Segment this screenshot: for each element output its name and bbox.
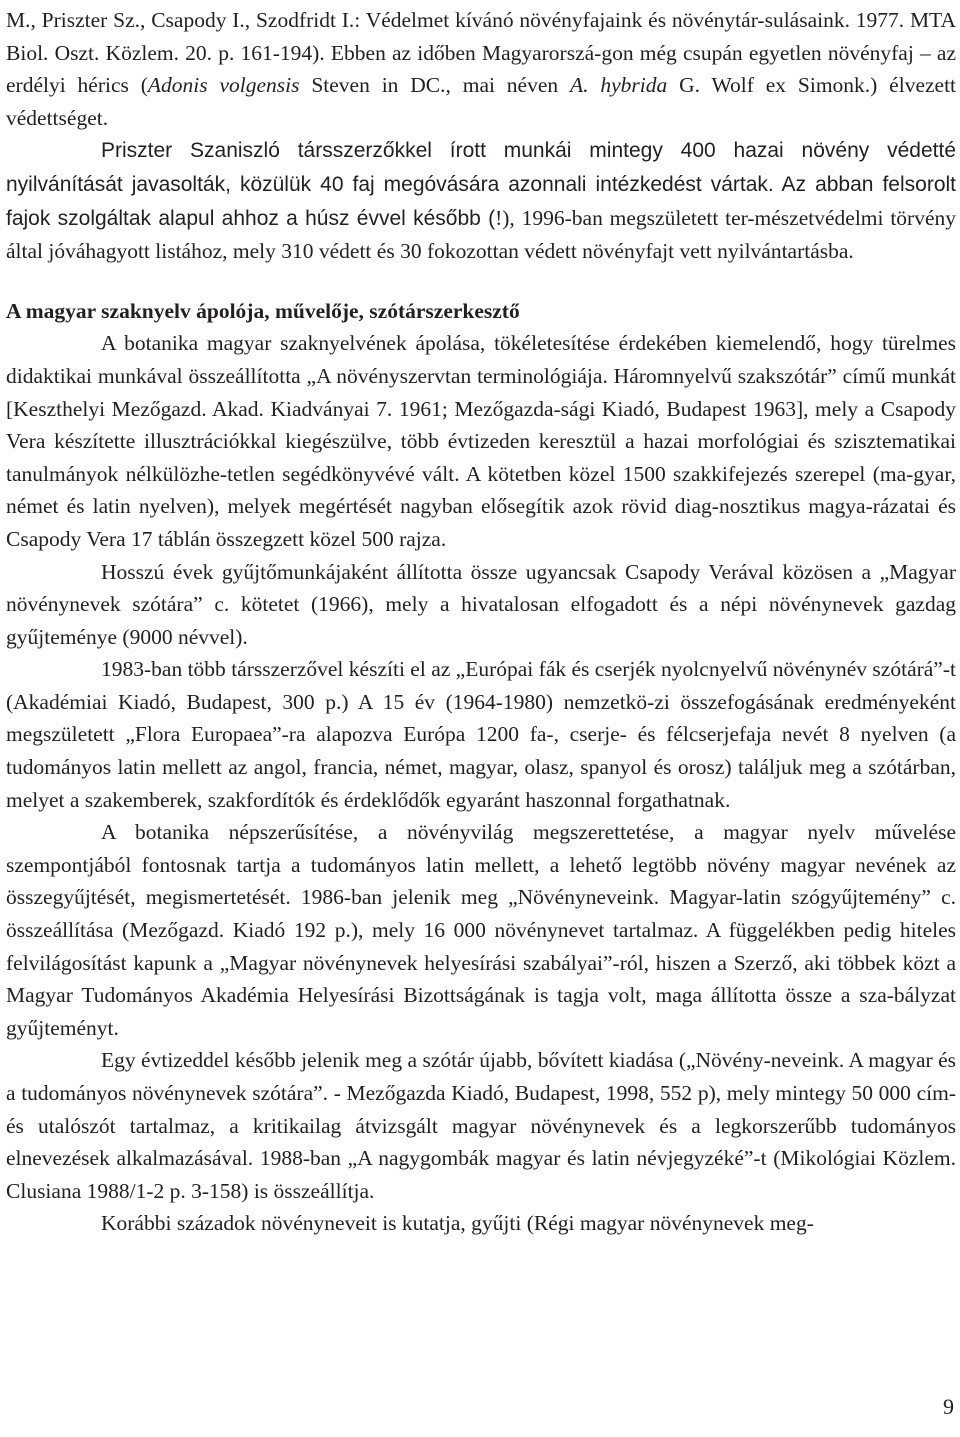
body-paragraph: Egy évtizeddel később jelenik meg a szótár újabb, bővített kiadása („Növény-neveink. A magyar és a tudományos növénynevek szótára”. - Mezőgazda Kiadó, Budapest, 1998, 552 p), mely mintegy 50 000 cím- és utalószót tartalmaz, a kritikailag átvizsgált magyar növénynevek és a legkorszerűbb tudományos elnevezések alkalmazásával. 1988-ban „A nagygombák magyar és latin névjegyzéké”-t (Mikológiai Közlem. Clusiana 1988/1-2 p. 3-158) is összeállítja. — [6, 1048, 956, 1203]
body-paragraph: Hosszú évek gyűjtőmunkájaként állította össze ugyancsak Csapody Verával közösen a „Magyar növénynevek szótára” c. kötetet (1966), mely a hivatalosan elfogadott és a népi növénynevek gazdag gyűjteménye (9000 névvel). — [6, 559, 956, 649]
body-paragraph: A botanika népszerűsítése, a növényvilág megszerettetése, a magyar nyelv művelése szempontjából fontosnak tartja a tudományos latin mellett, a lehető legtöbb növény magyar nevének az összegyűjtését, megismertetését. 1986-ban jelenik meg „Növényneveink. Magyar-latin szógyűjtemény” c. összeállítása (Mezőgazd. Kiadó 192 p.), mely 16 000 növénynevet tartalmaz. A függelékben pedig hiteles felvilágosítást kapunk a „Magyar növénynevek helyesírási szabályai”-ról, hiszen a Szerző, aki többek közt a Magyar Tudományos Akadémia Helyesírási Bizottságának is tagja volt, maga állította össze a sza-bályzat gyűjteményt. — [6, 820, 956, 1040]
intro-text-3: G. Wolf ex Simonk.) élvezett védettséget. — [6, 73, 957, 130]
intro-text-1: M., Priszter Sz., Csapody I., Szodfridt I.: Védelmet kívánó növényfajaink és növénytár-sulásaink. 1977. MTA Biol. Oszt. Közlem. 20. p. 161-194). Ebben az időben Magyarorszá-gon még csupán egyetlen növényfaj – az erdélyi hérics ( — [6, 8, 956, 98]
intro-paragraph — [6, 4, 956, 134]
intro-species-italic: Adonis volgensis — [147, 73, 300, 98]
body-paragraph: 1983-ban több társszerzővel készíti el az „Európai fák és cserjék nyolcnyelvű növénynév szótárá”-t (Akadémiai Kiadó, Budapest, 300 p.) A 15 év (1964-1980) nemzetkö-zi összefogásának eredményeként megszületett „Flora Europaea”-ra alapozva Európa 1200 fa-, cserje- és félcserjefaja nevét 8 nyelven (a tudományos latin mellett az angol, francia, német, magyar, olasz, spanyol és orosz) találjuk meg a szótárban, melyet a szakemberek, szakfordítók és érdeklődők egyaránt haszonnal forgathatnak. — [6, 657, 956, 812]
priszter-serif-text: !), 1996-ban megszületett ter-mészetvédelmi törvény által jóváhagyott listához, mely 310 védett és 30 fokozottan védett növényfajt vett nyilvántartásba. — [6, 205, 956, 264]
priszter-paragraph — [6, 134, 956, 267]
section-heading: A magyar szaknyelv ápolója, művelője, szótárszerkesztő — [6, 298, 520, 323]
body-paragraph: Korábbi századok növényneveit is kutatja, gyűjti (Régi magyar növénynevek meg- — [101, 1211, 814, 1236]
page-number: 9 — [943, 1394, 954, 1419]
intro-text-2: Steven in DC., mai néven — [299, 73, 570, 98]
priszter-sans-text: Priszter Szaniszló társszerzőkkel írott munkái mintegy 400 hazai növény védetté nyilvánítását javasolták, közülük 40 faj megóvására azonnali intézkedést vártak. Az abban felsorolt fajok szolgáltak alapul ahhoz a húsz évvel később ( — [6, 139, 956, 230]
body-paragraph: A botanika magyar szaknyelvének ápolása, tökéletesítése érdekében kiemelendő, hogy türelmes didaktikai munkával összeállította „A növényszervtan terminológiája. Háromnyelvű szakszótár” című munkát [Keszthelyi Mezőgazd. Akad. Kiadványai 7. 1961; Mezőgazda-sági Kiadó, Budapest 1963], mely a Csapody Vera készítette illusztrációkkal kiegészülve, több évtizeden keresztül a hazai morfológiai és szisztematikai tanulmányok nélkülözhe-tetlen segédkönyvévé vált. A kötetben közel 1500 szakkifejezés szerepel (ma-gyar, német és latin nyelven), melyek megértését nagyban elősegítik azok rövid diag-nosztikus magya-rázatai és Csapody Vera 17 táblán összegzett közel 500 rajza. — [6, 331, 956, 551]
intro-species-italic-2: A. hybrida — [570, 73, 668, 98]
document-page — [6, 4, 956, 1240]
